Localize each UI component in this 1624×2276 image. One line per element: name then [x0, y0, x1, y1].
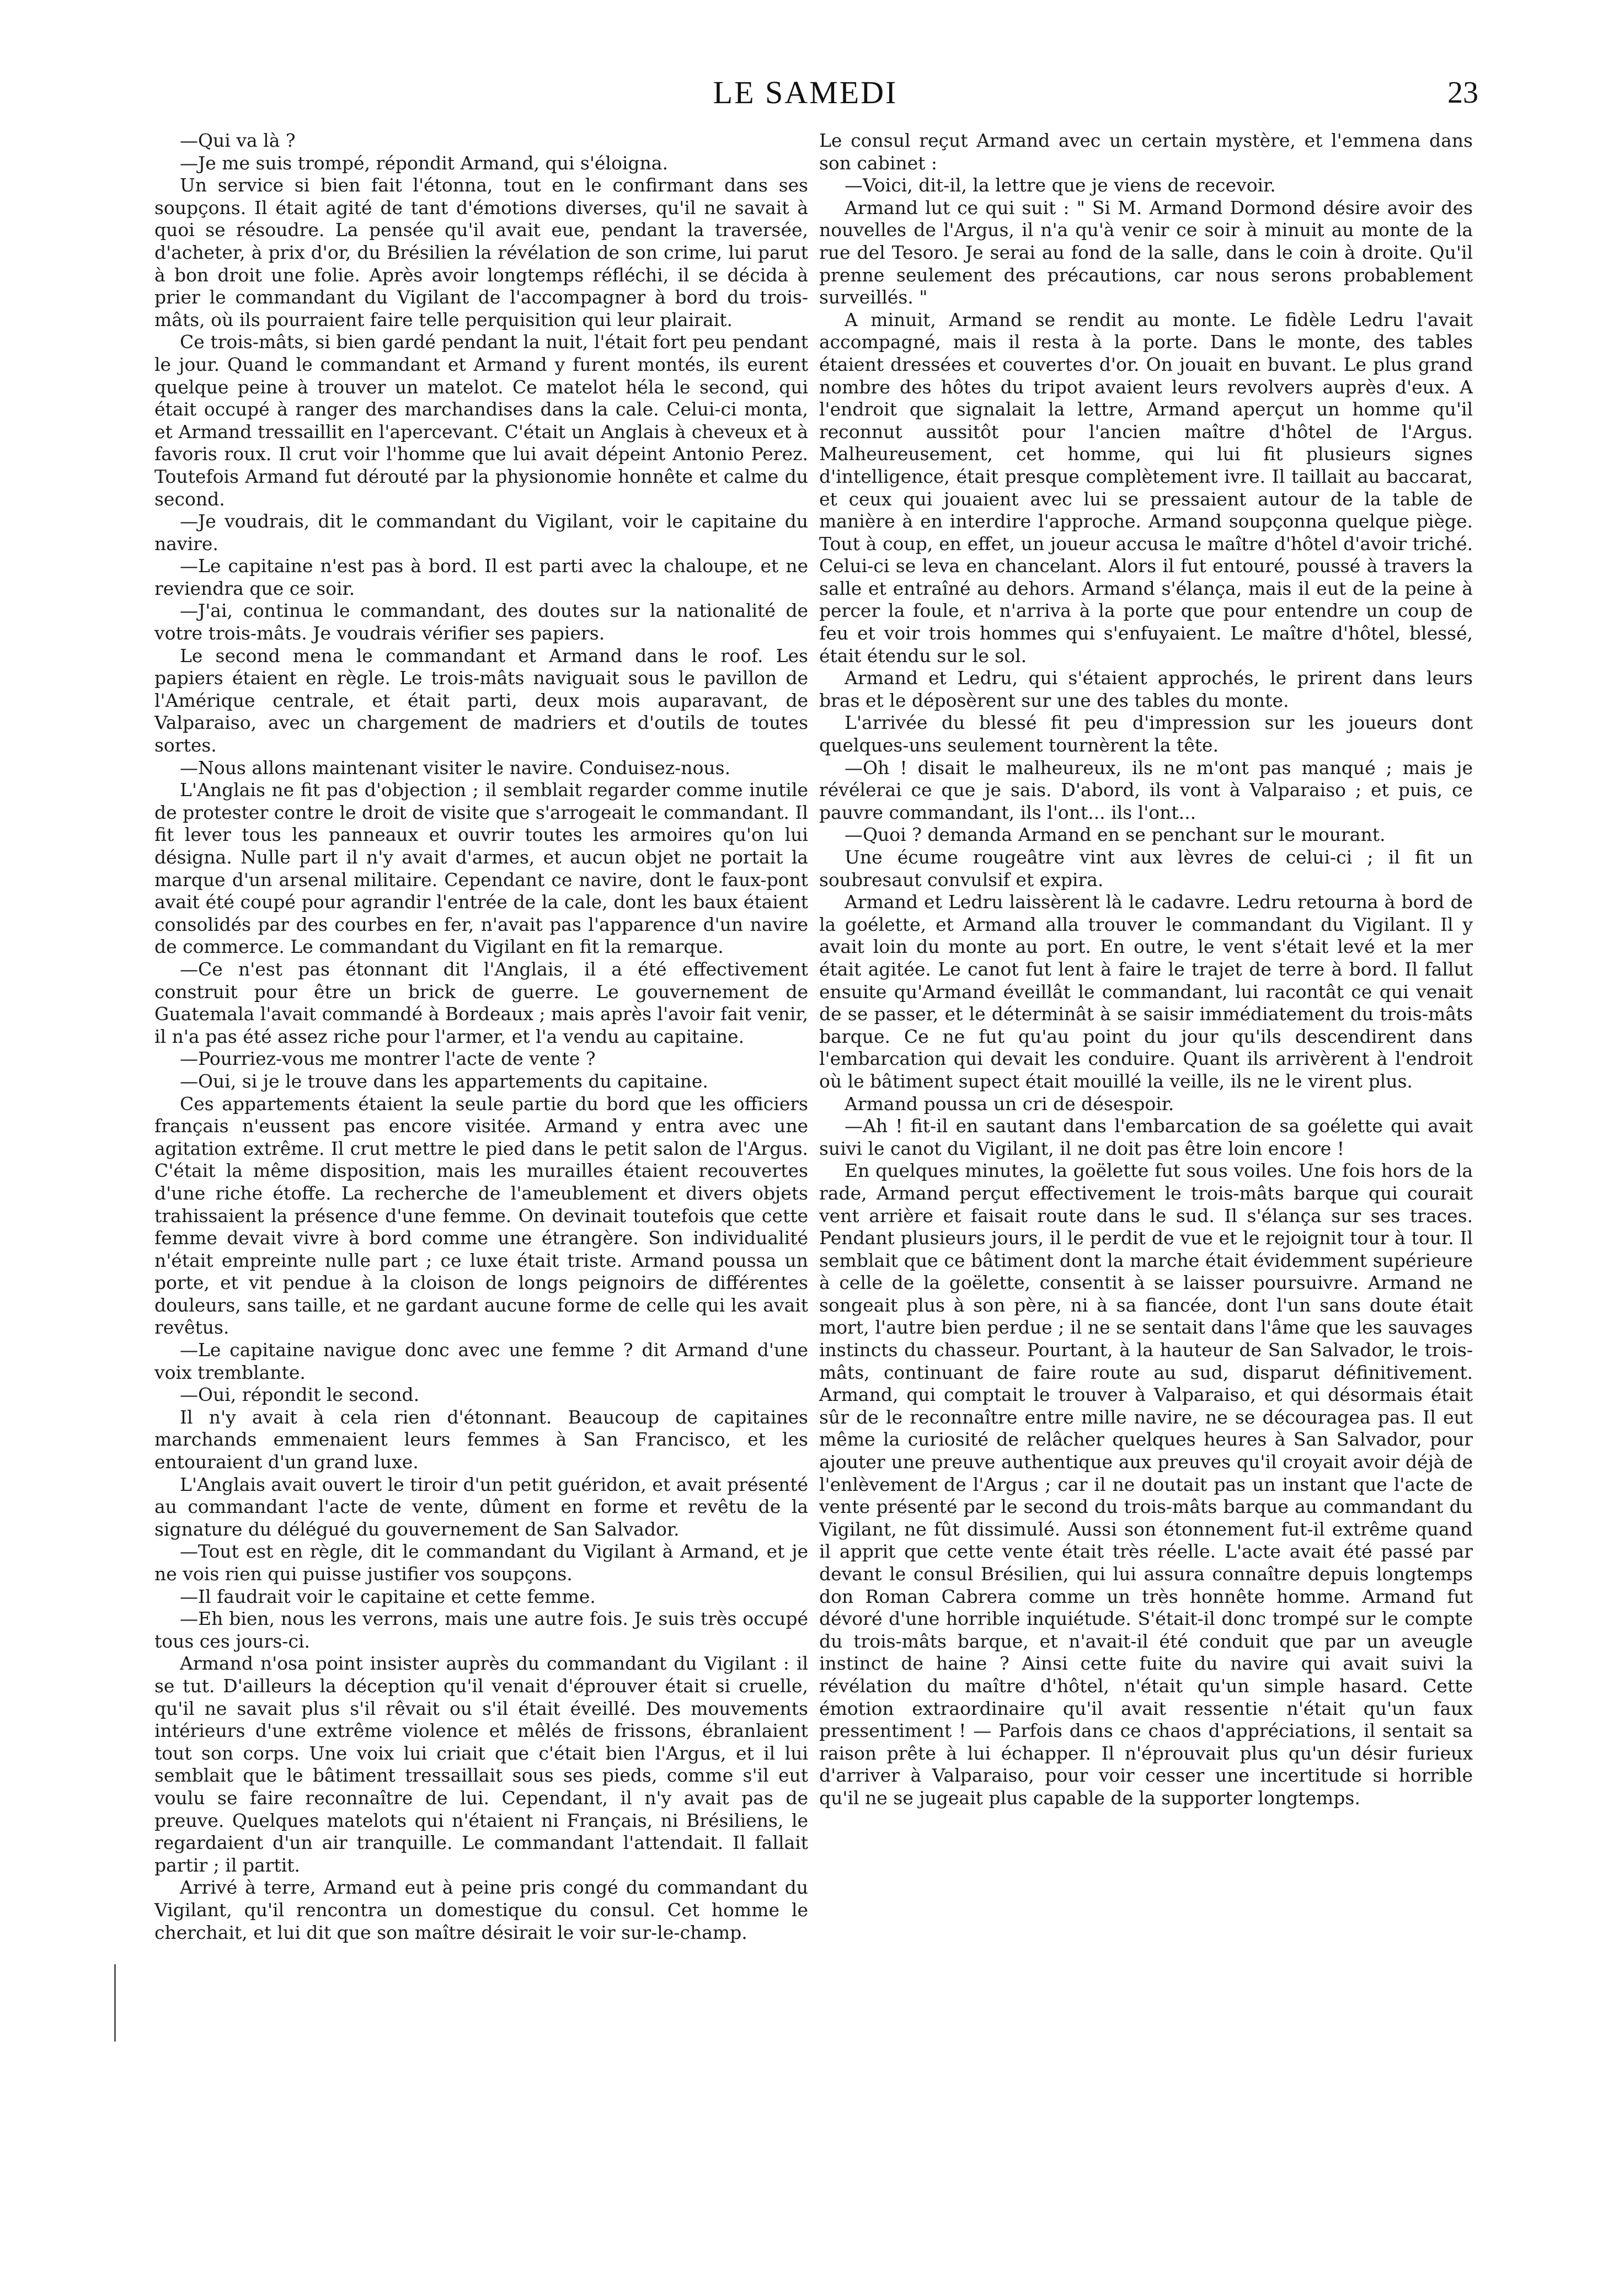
paragraph: —Le capitaine n'est pas à bord. Il est parti avec la chaloupe, et ne reviendra que ce soir.: [154, 555, 808, 599]
paragraph: L'Anglais ne fit pas d'objection ; il semblait regarder comme inutile de protester contre le droit de visite que s'arrogeait le commandant. Il fit lever tous les panneaux et ouvrir toutes les armoires qu'on lui désigna. Nulle part il n'y avait d'armes, et aucun objet ne portait la marque d'un arsenal militaire. Cependant ce navire, dont le faux-pont avait été coupé pour agrandir l'entrée de la cale, dont les baux étaient consolidés par des courbes en fer, n'avait pas l'apparence d'un navire de commerce. Le commandant du Vigilant en fit la remarque.: [154, 779, 808, 958]
paragraph: —J'ai, continua le commandant, des doutes sur la nationalité de votre trois-mâts. Je voudrais vérifier ses papiers.: [154, 600, 808, 644]
paragraph: En quelques minutes, la goëlette fut sous voiles. Une fois hors de la rade, Armand perçut effectivement le trois-mâts barque qui courait vent arrière et faisait route dans le sud. Il s'élança sur ses traces. Pendant plusieurs jours, il le perdit de vue et le rejoignit tour à tour. Il semblait que ce bâtiment dont la marche était évidemment supérieure à celle de la goëlette, consentit à se laisser poursuivre. Armand ne songeait plus à son père, ni à sa fiancée, dont l'un sans doute était mort, l'autre bien perdue ; il ne se sentait dans l'âme que les sauvages instincts du chasseur. Pourtant, à la hauteur de San Salvador, le trois-mâts, continuant de faire route au sud, disparut définitivement. Armand, qui comptait le trouver à Valparaiso, et qui désormais était sûr de le reconnaître entre mille navire, ne se découragea pas. Il eut même la curiosité de relâcher quelques heures à San Salvador, pour ajouter une preuve authentique aux preuves qu'il croyait avoir déjà de l'enlèvement de l'Argus ; car il ne doutait pas un instant que l'acte de vente présenté par le second du trois-mâts barque au commandant du Vigilant, ne fût dissimulé. Aussi son étonnement fut-il extrême quand il apprit que cette vente était très réelle. L'acte avait été passé par devant le consul Brésilien, qui lui assura connaître depuis longtemps don Roman Cabrera comme un très honnête homme. Armand fut dévoré d'une horrible inquiétude. S'était-il donc trompé sur le compte du trois-mâts barque, et n'avait-il été conduit que par un aveugle instinct de haine ? Ainsi cette fuite du navire qui avait suivi la révélation du maître d'hôtel, n'était qu'un simple hasard. Cette émotion extraordinaire qu'il avait ressentie n'était qu'un faux pressentiment ! — Parfois dans ce chaos d'appréciations, il sentait sa raison prête à lui échapper. Il n'éprouvait plus qu'un désir furieux d'arriver à Valparaiso, pour voir cesser une incertitude si horrible qu'il ne se jugeait plus capable de la supporter longtemps.: [819, 1160, 1473, 1809]
paragraph: Ce trois-mâts, si bien gardé pendant la nuit, l'était fort peu pendant le jour. Quand le commandant et Armand y furent montés, ils eurent quelque peine à trouver un matelot. Ce matelot héla le second, qui était occupé à ranger des marchandises dans la cale. Celui-ci monta, et Armand tressaillit en l'apercevant. C'était un Anglais à cheveux et à favoris roux. Il crut voir l'homme que lui avait dépeint Antonio Perez. Toutefois Armand fut dérouté par la physionomie honnête et calme du second.: [154, 331, 808, 510]
paragraph: Le consul reçut Armand avec un certain mystère, et l'emmena dans son cabinet :: [819, 130, 1473, 174]
margin-rule: [114, 1964, 116, 2042]
paragraph: Armand et Ledru, qui s'étaient approchés, le prirent dans leurs bras et le déposèrent sur une des tables du monte.: [819, 667, 1473, 711]
paragraph: —Oui, si je le trouve dans les appartements du capitaine.: [180, 1070, 708, 1092]
paragraph: Une écume rougeâtre vint aux lèvres de celui-ci ; il fit un soubresaut convulsif et expira.: [819, 846, 1473, 891]
paragraph: Le second mena le commandant et Armand dans le roof. Les papiers étaient en règle. Le trois-mâts naviguait sous le pavillon de l'Amérique centrale, et était parti, deux mois auparavant, de Valparaiso, avec un chargement de madriers et d'outils de toutes sortes.: [154, 644, 808, 756]
paragraph: Ces appartements étaient la seule partie du bord que les officiers français n'eussent pas encore visitée. Armand y entra avec une agitation extrême. Il crut mettre le pied dans le petit salon de l'Argus. C'était la même disposition, mais les murailles étaient recouvertes d'une riche étoffe. La recherche de l'ameublement et divers objets trahissaient la présence d'une femme. On devinait toutefois que cette femme devait vivre à bord comme une étrangère. Son individualité n'était empreinte nulle part ; ce luxe était triste. Armand poussa un porte, et vit pendue à la cloison de longs peignoirs de différentes douleurs, sans taille, et ne gardant aucune forme de celle qui les avait revêtus.: [154, 1092, 808, 1339]
paragraph: Arrivé à terre, Armand eut à peine pris congé du commandant du Vigilant, qu'il rencontra un domestique du consul. Cet homme le cherchait, et lui dit que son maître désirait le voir sur-le-champ.: [154, 1877, 808, 1943]
paragraph: Armand poussa un cri de désespoir.: [845, 1092, 1174, 1115]
running-title: LE SAMEDI: [713, 74, 898, 110]
paragraph: —Tout est en règle, dit le commandant du Vigilant à Armand, et je ne vois rien qui puisse justifier vos soupçons.: [154, 1541, 808, 1585]
paragraph: A minuit, Armand se rendit au monte. Le fidèle Ledru l'avait accompagné, mais il resta à la porte. Dans le monte, des tables étaient dressées et couvertes d'or. On jouait en buvant. Le plus grand nombre des hôtes du tripot avaient leurs revolvers auprès d'eux. A l'endroit que signalait la lettre, Armand aperçut un homme qu'il reconnut aussitôt pour l'ancien maître d'hôtel de l'Argus. Malheureusement, cet homme, qui lui fit plusieurs signes d'intelligence, était presque complètement ivre. Il taillait au baccarat, et ceux qui jouaient avec lui se pressaient autour de la table de manière à en interdire l'approche. Armand soupçonna quelque piège. Tout à coup, en effet, un joueur accusa le maître d'hôtel d'avoir triché. Celui-ci se leva en chancelant. Alors il fut entouré, poussé à travers la salle et entraîné au dehors. Armand s'élança, mais il eut de la peine à percer la foule, et n'arriva à la porte que pour entendre un coup de feu et voir trois hommes qui s'enfuyaient. Le maître d'hôtel, blessé, était étendu sur le sol.: [819, 308, 1473, 667]
paragraph: —Qui va là ?: [180, 130, 296, 151]
paragraph: —Ce n'est pas étonnant dit l'Anglais, il a été effectivement construit pour être un brick de guerre. Le gouvernement de Guatemala l'avait commandé à Bordeaux ; mais après l'avoir fait venir, il n'a pas été assez riche pour l'armer, et l'a vendu au capitaine.: [154, 958, 808, 1047]
paragraph: —Eh bien, nous les verrons, mais une autre fois. Je suis très occupé tous ces jours-ci.: [154, 1608, 808, 1652]
paragraph: —Ah ! fit-il en sautant dans l'embarcation de sa goélette qui avait suivi le canot du Vigilant, il ne doit pas être loin encore !: [819, 1115, 1473, 1159]
left-column: [154, 130, 808, 1944]
paragraph: L'Anglais avait ouvert le tiroir d'un petit guéridon, et avait présenté au commandant l'acte de vente, dûment en forme et revêtu de la signature du délégué du gouvernement de San Salvador.: [154, 1473, 808, 1540]
paragraph: —Oui, répondit le second.: [180, 1384, 420, 1406]
paragraph: L'arrivée du blessé fit peu d'impression sur les joueurs dont quelques-uns seulement tournèrent la tête.: [819, 712, 1473, 756]
paragraph: —Le capitaine navigue donc avec une femme ? dit Armand d'une voix tremblante.: [154, 1339, 808, 1383]
paragraph: —Je me suis trompé, répondit Armand, qui s'éloigna.: [180, 152, 668, 174]
paragraph: Un service si bien fait l'étonna, tout en le confirmant dans ses soupçons. Il était agité de tant d'émotions diverses, qu'il ne savait à quoi se résoudre. La pensée qu'il avait eue, pendant la traversée, d'acheter, à prix d'or, du Brésilien la révélation de son crime, lui parut à bon droit une folie. Après avoir longtemps réfléchi, il se décida à prier le commandant du Vigilant de l'accompagner à bord du trois-mâts, où ils pourraient faire telle perquisition qui leur plairait.: [154, 174, 808, 331]
paragraph: Armand n'osa point insister auprès du commandant du Vigilant : il se tut. D'ailleurs la déception qu'il venait d'éprouver était si cruelle, qu'il ne savait plus s'il rêvait ou s'il était éveillé. Des mouvements intérieurs d'une extrême violence et mêlés de frissons, ébranlaient tout son corps. Une voix lui criait que c'était bien l'Argus, et il lui semblait que le bâtiment tressaillait sous ses pieds, comme s'il eut voulu se faire reconnaître de lui. Cependant, il n'y avait pas de preuve. Quelques matelots qui n'étaient ni Français, ni Brésiliens, le regardaient d'un air tranquille. Le commandant l'attendait. Il fallait partir ; il partit.: [154, 1653, 808, 1876]
paragraph: —Quoi ? demanda Armand en se penchant sur le mourant.: [845, 824, 1386, 846]
paragraph: Il n'y avait à cela rien d'étonnant. Beaucoup de capitaines marchands emmenaient leurs femmes à San Francisco, et les entouraient d'un grand luxe.: [154, 1406, 808, 1473]
paragraph: —Je voudrais, dit le commandant du Vigilant, voir le capitaine du navire.: [154, 510, 808, 555]
paragraph: —Voici, dit-il, la lettre que je viens de recevoir.: [845, 174, 1276, 196]
page-header: [132, 71, 1478, 120]
paragraph: Armand lut ce qui suit : " Si M. Armand Dormond désire avoir des nouvelles de l'Argus, il n'a qu'à venir ce soir à minuit au monte de la rue del Tesoro. Je serai au fond de la salle, dans le coin à droite. Qu'il prenne seulement des précautions, car nous serons probablement surveillés. ": [819, 196, 1473, 308]
paragraph: —Nous allons maintenant visiter le navire. Conduisez-nous.: [180, 756, 731, 779]
right-column: [819, 130, 1473, 1810]
paragraph: —Pourriez-vous me montrer l'acte de vente ?: [180, 1048, 596, 1070]
page-number: 23: [1447, 76, 1478, 110]
paragraph: —Il faudrait voir le capitaine et cette femme.: [180, 1585, 596, 1607]
paragraph: Armand et Ledru laissèrent là le cadavre. Ledru retourna à bord de la goélette, et Armand alla trouver le commandant du Vigilant. Il y avait loin du monte au port. En outre, le vent s'était levé et la mer était agitée. Le canot fut lent à faire le trajet de terre à bord. Il fallut ensuite qu'Armand éveillât le commandant, lui racontât ce qui venait de se passer, et le déterminât à se saisir immédiatement du trois-mâts barque. Ce ne fut qu'au point du jour qu'ils descendirent dans l'embarcation qui devait les conduire. Quant ils arrivèrent à l'endroit où le bâtiment supect était mouillé la veille, ils ne le virent plus.: [819, 891, 1473, 1092]
paragraph: —Oh ! disait le malheureux, ils ne m'ont pas manqué ; mais je révélerai ce que je sais. D'abord, ils vont à Valparaiso ; et puis, ce pauvre commandant, ils l'ont... ils l'ont...: [819, 756, 1473, 823]
